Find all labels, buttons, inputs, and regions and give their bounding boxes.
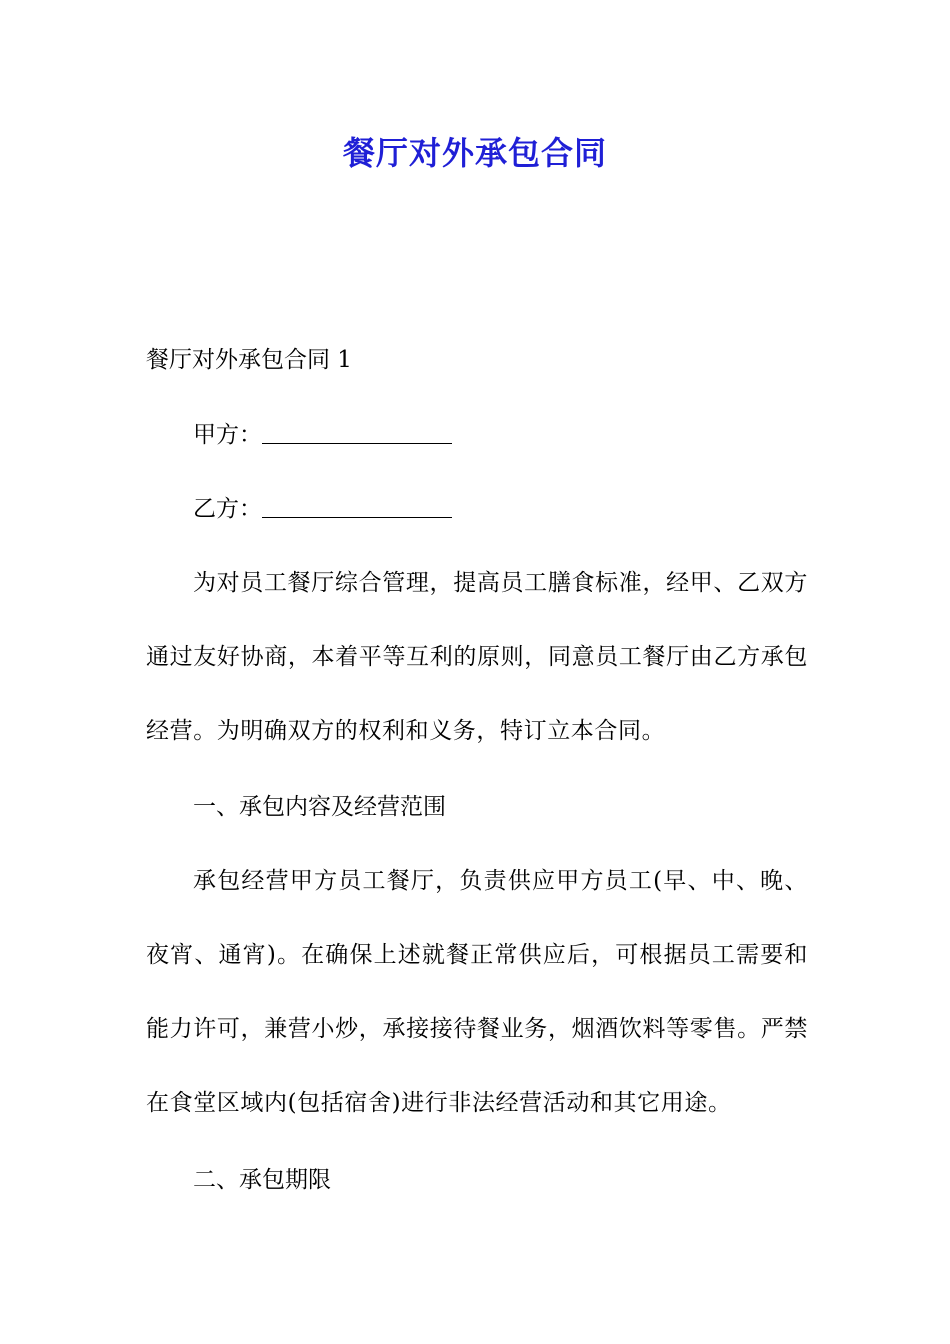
- section-2-heading: 二、承包期限: [193, 1167, 331, 1193]
- document-title: 餐厅对外承包合同: [342, 134, 607, 172]
- party-a-line: [193, 420, 452, 450]
- party-a-label: 甲方：: [193, 422, 262, 448]
- intro-paragraph: 为对员工餐厅综合管理，提高员工膳食标准，经甲、乙双方通过友好协商，本着平等互利的原则，同意员工餐厅由乙方承包经营。为明确双方的权利和义务，特订立本合同。: [146, 570, 808, 744]
- section-1-heading: 一、承包内容及经营范围: [193, 794, 446, 820]
- party-a-blank: [262, 421, 452, 444]
- party-b-line: [193, 494, 452, 524]
- section-1-paragraph: 承包经营甲方员工餐厅，负责供应甲方员工(早、中、晚、夜宵、通宵)。在确保上述就餐正常供应后，可根据员工需要和能力许可，兼营小炒，承接接待餐业务，烟酒饮料等零售。严禁在食堂区域内(包括宿舍)进行非法经营活动和其它用途。: [146, 868, 808, 1116]
- contract-subtitle: 餐厅对外承包合同 1: [146, 347, 352, 373]
- party-b-label: 乙方：: [193, 496, 262, 522]
- party-b-blank: [262, 495, 452, 518]
